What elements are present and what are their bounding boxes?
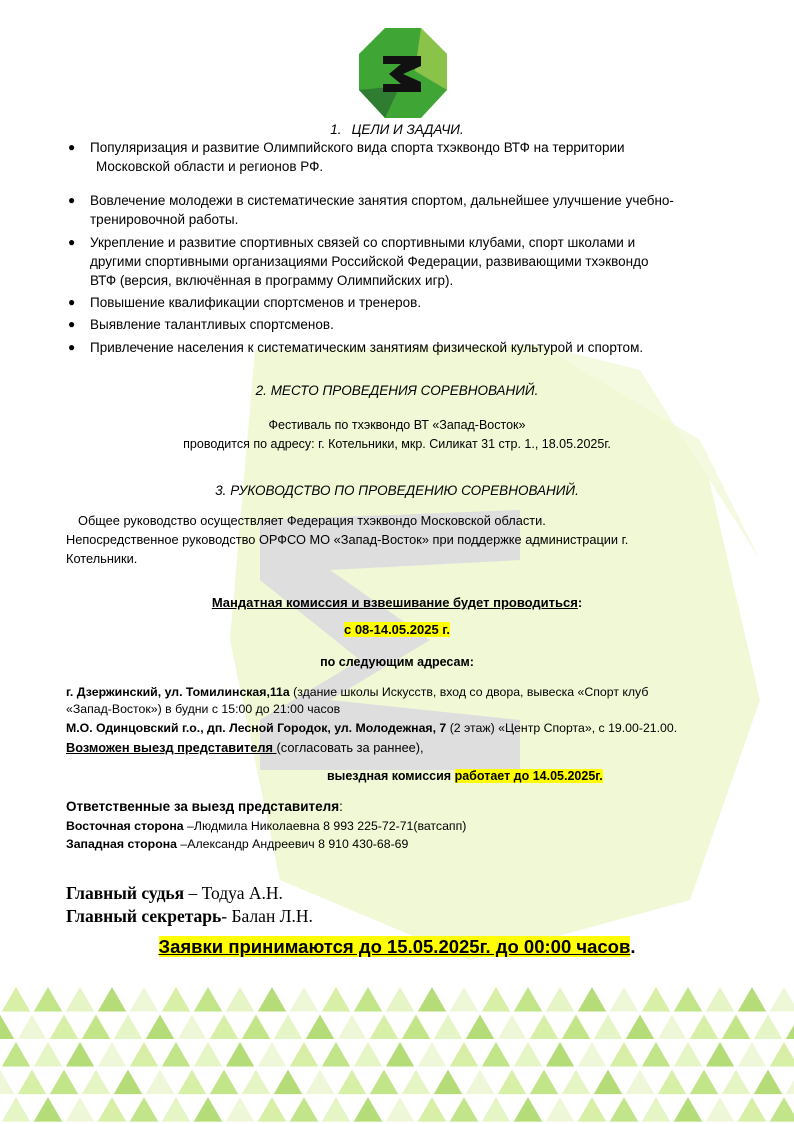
chief-secretary-value: - Балан Л.Н. bbox=[221, 906, 313, 926]
list-item bbox=[66, 338, 746, 357]
venue-line-2: проводится по адресу: г. Котельники, мкр. Силикат 31 стр. 1., 18.05.2025г. bbox=[183, 437, 611, 451]
goal-6-line-1: Привлечение населения к систематическим занятиям физической культурой и спортом. bbox=[90, 340, 644, 355]
deadline-tail: . bbox=[630, 936, 636, 957]
deadline-notice bbox=[0, 936, 794, 958]
chief-secretary-label: Главный секретарь bbox=[66, 906, 222, 926]
goal-2-line-2: тренировочной работы. bbox=[90, 212, 239, 227]
mandate-title-colon: : bbox=[577, 595, 583, 610]
venue-block bbox=[0, 416, 794, 454]
list-item bbox=[66, 138, 746, 176]
goal-3-line-3: ВТФ (версия, включённая в программу Олимпийских игр). bbox=[90, 273, 454, 288]
away-commission-highlight: работает до 14.05.2025г. bbox=[454, 769, 603, 783]
address-1-rest: (здание школы Искусств, вход со двора, вывеска «Спорт клуб bbox=[289, 685, 649, 699]
management-line-1: Общее руководство осуществляет Федерация тхэквондо Московской области. bbox=[78, 513, 546, 528]
federation-logo bbox=[355, 26, 449, 120]
goal-3-line-1: Укрепление и развитие спортивных связей со спортивными клубами, спорт школами и bbox=[90, 235, 636, 250]
mandate-dates bbox=[0, 622, 794, 637]
address-2 bbox=[66, 720, 746, 737]
section-2-heading bbox=[0, 383, 794, 398]
goal-5-line-1: Выявление талантливых спортсменов. bbox=[90, 317, 334, 332]
deadline-text: Заявки принимаются до 15.05.2025г. до 00:00 часов bbox=[158, 936, 631, 957]
goal-1-line-2: Московской области и регионов РФ. bbox=[96, 159, 324, 174]
bullet-icon: ● bbox=[68, 235, 76, 249]
bullet-icon: ● bbox=[68, 317, 76, 331]
visit-note-bold: Возможен выезд представителя bbox=[66, 740, 277, 755]
address-1-line-2: «Запад-Восток») в будни с 15:00 до 21:00 часов bbox=[66, 702, 341, 716]
chief-judge bbox=[66, 882, 283, 904]
away-commission bbox=[327, 769, 603, 783]
management-block bbox=[66, 511, 706, 568]
responsible-west bbox=[66, 836, 408, 853]
responsible-title bbox=[66, 799, 343, 814]
west-label: Западная сторона bbox=[66, 837, 177, 851]
list-item bbox=[66, 293, 746, 312]
goals-list bbox=[66, 138, 746, 357]
section-2-title: МЕСТО ПРОВЕДЕНИЯ СОРЕВНОВАНИЙ. bbox=[270, 383, 539, 398]
west-value: –Александр Андреевич 8 910 430-68-69 bbox=[176, 837, 409, 851]
goal-1-line-1: Популяризация и развитие Олимпийского вида спорта тхэквондо ВТФ на территории bbox=[90, 140, 625, 155]
east-value: –Людмила Николаевна 8 993 225-72-71(ватсапп) bbox=[183, 819, 467, 833]
address-1 bbox=[66, 684, 746, 718]
chief-secretary bbox=[66, 905, 313, 927]
away-commission-text: выездная комиссия bbox=[327, 769, 455, 783]
list-item bbox=[66, 315, 746, 334]
section-2-number: 2. bbox=[255, 383, 267, 398]
section-1-title: ЦЕЛИ И ЗАДАЧИ. bbox=[351, 122, 464, 137]
chief-judge-label: Главный судья bbox=[66, 883, 185, 903]
visit-note bbox=[66, 739, 746, 756]
address-2-rest: (2 этаж) «Центр Спорта», с 19.00-21.00. bbox=[446, 721, 678, 735]
address-2-bold: М.О. Одинцовский г.о., дп. Лесной Городок, ул. Молодежная, 7 bbox=[66, 721, 447, 735]
section-1-number: 1. bbox=[330, 122, 342, 137]
chief-judge-value: – Тодуа А.Н. bbox=[184, 883, 283, 903]
visit-note-rest: (согласовать за раннее), bbox=[276, 740, 424, 755]
bullet-icon: ● bbox=[68, 193, 76, 207]
addresses-title: по следующим адресам: bbox=[320, 655, 474, 669]
bullet-icon: ● bbox=[68, 140, 76, 154]
section-3-number: 3. bbox=[215, 483, 227, 498]
management-line-3: Котельники. bbox=[66, 551, 138, 566]
list-item bbox=[66, 191, 746, 229]
mandate-title bbox=[0, 595, 794, 610]
venue-line-1: Фестиваль по тхэквондо ВТ «Запад-Восток» bbox=[268, 418, 526, 432]
mandate-title-text: Мандатная комиссия и взвешивание будет проводиться bbox=[211, 595, 578, 610]
section-1-heading bbox=[0, 122, 794, 137]
management-line-2: Непосредственное руководство ОРФСО МО «Запад-Восток» при поддержке администрации г. bbox=[66, 532, 629, 547]
goal-3-line-2: другими спортивными организациями Российской Федерации, развивающими тхэквондо bbox=[90, 254, 649, 269]
bullet-icon: ● bbox=[68, 340, 76, 354]
section-3-heading bbox=[0, 483, 794, 498]
address-1-bold: г. Дзержинский, ул. Томилинская,11а bbox=[66, 685, 290, 699]
goal-4-line-1: Повышение квалификации спортсменов и тренеров. bbox=[90, 295, 422, 310]
bullet-icon: ● bbox=[68, 295, 76, 309]
mandate-dates-text: с 08-14.05.2025 г. bbox=[343, 622, 451, 637]
responsible-east bbox=[66, 818, 466, 835]
responsible-title-colon: : bbox=[339, 799, 343, 814]
responsible-title-text: Ответственные за выезд представителя bbox=[66, 799, 340, 814]
section-3-title: РУКОВОДСТВО ПО ПРОВЕДЕНИЮ СОРЕВНОВАНИЙ. bbox=[230, 483, 579, 498]
east-label: Восточная сторона bbox=[66, 819, 184, 833]
list-item bbox=[66, 233, 746, 290]
goal-2-line-1: Вовлечение молодежи в систематические занятия спортом, дальнейшее улучшение учебно- bbox=[90, 193, 674, 208]
